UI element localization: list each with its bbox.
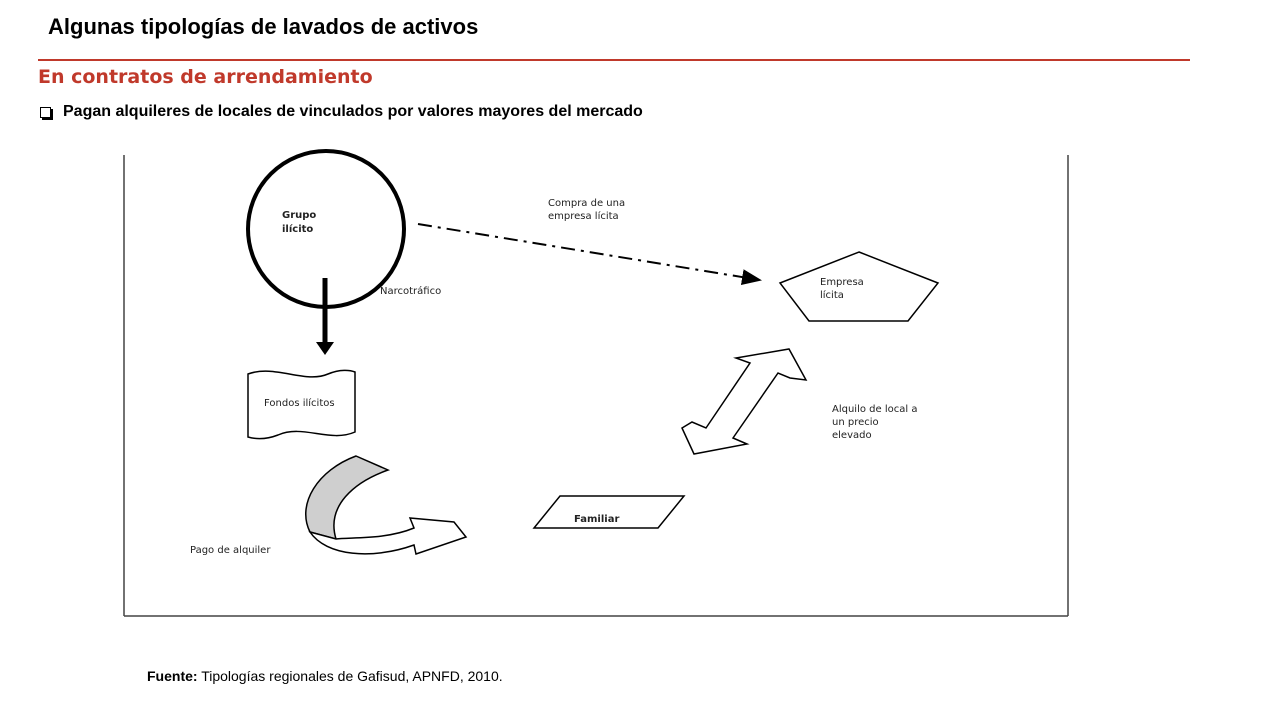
bullet-text: Pagan alquileres de locales de vinculados por valores mayores del mercado bbox=[63, 103, 643, 120]
alquiler-double-arrow bbox=[682, 349, 806, 454]
grupo-label-1: Grupo bbox=[282, 210, 317, 221]
alquiler-label-1: Alquilo de local a bbox=[832, 404, 918, 415]
grupo-label-2: ilícito bbox=[282, 224, 314, 235]
slide-title: Algunas tipologías de lavados de activos bbox=[48, 14, 479, 39]
fondos-label: Fondos ilícitos bbox=[264, 398, 335, 409]
pago-curved-arrow-band bbox=[306, 456, 388, 539]
source-text: Tipologías regionales de Gafisud, APNFD, 2010. bbox=[197, 668, 503, 684]
narcotrafico-arrowhead bbox=[316, 342, 334, 355]
source-label: Fuente: bbox=[147, 668, 198, 684]
pago-label: Pago de alquiler bbox=[190, 545, 271, 556]
section-subtitle: En contratos de arrendamiento bbox=[38, 66, 373, 88]
empresa-label-2: lícita bbox=[820, 290, 844, 301]
familiar-label: Familiar bbox=[574, 514, 620, 525]
compra-dashdot-arrow bbox=[418, 224, 760, 280]
alquiler-label-2: un precio bbox=[832, 417, 879, 428]
compra-label-2: empresa lícita bbox=[548, 211, 619, 222]
alquiler-label-3: elevado bbox=[832, 430, 872, 441]
empresa-label-1: Empresa bbox=[820, 277, 864, 288]
source-citation bbox=[147, 668, 503, 684]
narcotrafico-label: Narcotráfico bbox=[380, 286, 442, 297]
compra-label-1: Compra de una bbox=[548, 198, 626, 209]
